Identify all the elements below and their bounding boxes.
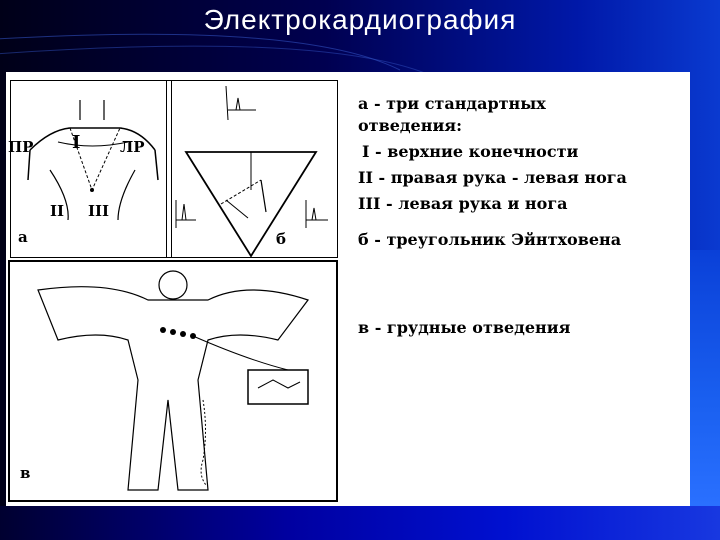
caption-a-line1: а - три стандартных xyxy=(358,94,546,113)
figure-a-drawing xyxy=(10,80,172,258)
content-panel xyxy=(6,72,690,506)
label-lead-II: II xyxy=(50,202,65,220)
caption-a-line2: отведения: xyxy=(358,116,463,135)
label-lead-III: III xyxy=(88,202,110,220)
slide-title: Электрокардиография xyxy=(203,4,517,35)
caption-lead-1: I - верхние конечности xyxy=(362,142,579,161)
label-lead-I: I xyxy=(72,132,81,153)
decorative-bottom-bar xyxy=(0,506,720,540)
panel-letter-c: в xyxy=(20,464,31,482)
figure-c-drawing xyxy=(8,260,338,502)
label-left-arm: ЛР xyxy=(120,138,145,156)
decorative-stripe xyxy=(690,250,720,506)
caption-b: б - треугольник Эйнтховена xyxy=(358,230,622,249)
panel-letter-b: б xyxy=(276,230,287,248)
caption-lead-2: II - правая рука - левая нога xyxy=(358,168,627,187)
panel-letter-a: а xyxy=(18,228,28,246)
label-right-arm: ПР xyxy=(8,138,34,156)
figure-b-drawing xyxy=(166,80,338,258)
caption-c: в - грудные отведения xyxy=(358,318,571,337)
caption-lead-3: III - левая рука и нога xyxy=(358,194,568,213)
